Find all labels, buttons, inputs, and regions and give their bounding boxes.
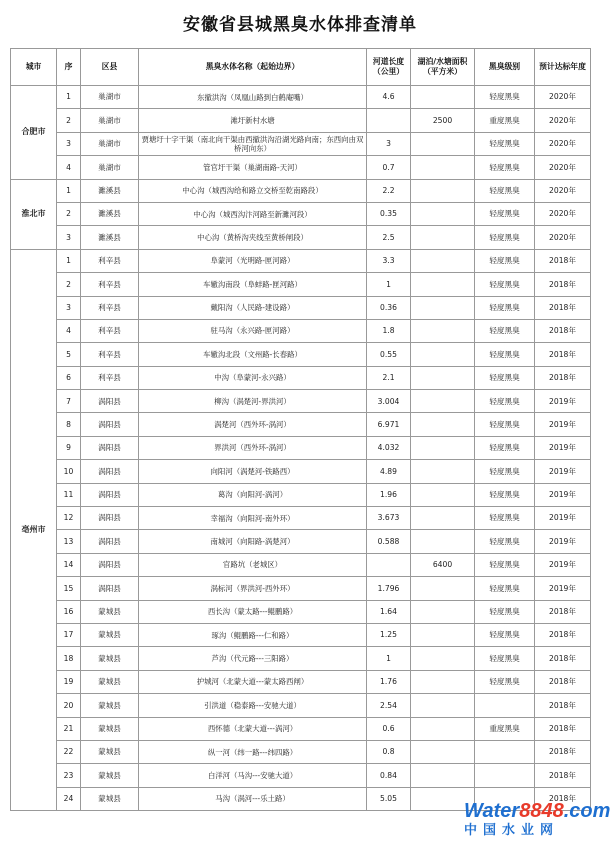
district-cell: 蒙城县 [81, 740, 139, 763]
length-cell: 5.05 [367, 787, 411, 810]
district-cell: 涡阳县 [81, 507, 139, 530]
year-cell: 2020年 [535, 156, 591, 179]
district-cell: 巢湖市 [81, 132, 139, 155]
level-cell: 轻度黑臭 [475, 553, 535, 576]
area-cell [411, 86, 475, 109]
seq-cell: 1 [57, 249, 81, 272]
table-row [11, 553, 591, 576]
name-cell: 南城河（向阳路-涡楚河） [139, 530, 367, 553]
seq-cell: 2 [57, 202, 81, 225]
level-cell: 轻度黑臭 [475, 507, 535, 530]
table-row [11, 577, 591, 600]
area-cell [411, 483, 475, 506]
district-cell: 蒙城县 [81, 600, 139, 623]
length-cell: 0.588 [367, 530, 411, 553]
district-cell: 濉溪县 [81, 179, 139, 202]
header-length: 河道长度（公里） [367, 49, 411, 86]
name-cell: 贾塘圩十字干渠（南北向干渠由西撤洪沟沿湖光路向南；东西向由双桥河向东） [139, 132, 367, 155]
area-cell [411, 202, 475, 225]
seq-cell: 9 [57, 436, 81, 459]
table-row [11, 366, 591, 389]
level-cell: 轻度黑臭 [475, 366, 535, 389]
table-row [11, 483, 591, 506]
year-cell: 2019年 [535, 507, 591, 530]
district-cell: 涡阳县 [81, 483, 139, 506]
seq-cell: 17 [57, 623, 81, 646]
year-cell: 2020年 [535, 86, 591, 109]
table-row [11, 530, 591, 553]
name-cell: 芦沟（代元路---三阳路） [139, 647, 367, 670]
table-row [11, 202, 591, 225]
level-cell [475, 740, 535, 763]
length-cell: 1.796 [367, 577, 411, 600]
district-cell: 涡阳县 [81, 553, 139, 576]
table-body [11, 86, 591, 811]
header-level: 黑臭级别 [475, 49, 535, 86]
year-cell: 2018年 [535, 366, 591, 389]
name-cell: 白洋河（马沟---安驰大道） [139, 764, 367, 787]
level-cell: 轻度黑臭 [475, 460, 535, 483]
level-cell: 轻度黑臭 [475, 647, 535, 670]
district-cell: 利辛县 [81, 296, 139, 319]
table-row [11, 249, 591, 272]
area-cell: 6400 [411, 553, 475, 576]
seq-cell: 24 [57, 787, 81, 810]
district-cell: 蒙城县 [81, 787, 139, 810]
seq-cell: 11 [57, 483, 81, 506]
district-cell: 蒙城县 [81, 694, 139, 717]
name-cell: 中沟（阜蒙河-永兴路） [139, 366, 367, 389]
seq-cell: 2 [57, 273, 81, 296]
year-cell: 2018年 [535, 600, 591, 623]
length-cell: 3.3 [367, 249, 411, 272]
header-year: 预计达标年度 [535, 49, 591, 86]
year-cell: 2020年 [535, 226, 591, 249]
length-cell: 2.5 [367, 226, 411, 249]
seq-cell: 15 [57, 577, 81, 600]
city-cell: 合肥市 [11, 86, 57, 180]
year-cell: 2019年 [535, 460, 591, 483]
length-cell [367, 553, 411, 576]
district-cell: 濉溪县 [81, 226, 139, 249]
area-cell [411, 366, 475, 389]
district-cell: 涡阳县 [81, 460, 139, 483]
area-cell [411, 717, 475, 740]
area-cell [411, 436, 475, 459]
table-row [11, 343, 591, 366]
length-cell: 0.35 [367, 202, 411, 225]
page-title: 安徽省县城黑臭水体排查清单 [183, 15, 417, 35]
seq-cell: 20 [57, 694, 81, 717]
length-cell: 4.89 [367, 460, 411, 483]
area-cell [411, 507, 475, 530]
length-cell: 4.032 [367, 436, 411, 459]
watermark-suffix: .com [563, 800, 610, 822]
year-cell: 2020年 [535, 109, 591, 132]
table-row [11, 717, 591, 740]
length-cell: 4.6 [367, 86, 411, 109]
seq-cell: 1 [57, 179, 81, 202]
district-cell: 利辛县 [81, 249, 139, 272]
length-cell: 1.76 [367, 670, 411, 693]
district-cell: 利辛县 [81, 273, 139, 296]
watermark-number: 8848 [519, 800, 564, 822]
year-cell: 2020年 [535, 132, 591, 155]
name-cell: 引洪道（稳泰路---安驰大道） [139, 694, 367, 717]
level-cell: 轻度黑臭 [475, 249, 535, 272]
length-cell: 1 [367, 647, 411, 670]
city-cell: 淮北市 [11, 179, 57, 249]
table-row [11, 132, 591, 155]
name-cell: 幸福沟（向阳河-南外环） [139, 507, 367, 530]
length-cell: 3.673 [367, 507, 411, 530]
level-cell [475, 764, 535, 787]
table-row [11, 647, 591, 670]
district-cell: 涡阳县 [81, 413, 139, 436]
area-cell [411, 460, 475, 483]
table-row [11, 390, 591, 413]
length-cell: 0.7 [367, 156, 411, 179]
level-cell: 轻度黑臭 [475, 343, 535, 366]
district-cell: 蒙城县 [81, 717, 139, 740]
name-cell: 官路坑（老城区） [139, 553, 367, 576]
length-cell: 3 [367, 132, 411, 155]
district-cell: 濉溪县 [81, 202, 139, 225]
year-cell: 2020年 [535, 179, 591, 202]
area-cell [411, 226, 475, 249]
watermark-logo [464, 800, 610, 846]
area-cell [411, 740, 475, 763]
area-cell [411, 179, 475, 202]
year-cell: 2018年 [535, 343, 591, 366]
area-cell [411, 577, 475, 600]
seq-cell: 13 [57, 530, 81, 553]
year-cell: 2018年 [535, 319, 591, 342]
area-cell [411, 530, 475, 553]
seq-cell: 3 [57, 226, 81, 249]
table-row [11, 764, 591, 787]
header-seq: 序 [57, 49, 81, 86]
name-cell: 阜蒙河（光明路-匣河路） [139, 249, 367, 272]
table-row [11, 319, 591, 342]
year-cell: 2018年 [535, 249, 591, 272]
area-cell [411, 249, 475, 272]
name-cell: 马沟（涡河---乐土路） [139, 787, 367, 810]
year-cell: 2018年 [535, 670, 591, 693]
year-cell: 2018年 [535, 740, 591, 763]
level-cell [475, 694, 535, 717]
level-cell: 重度黑臭 [475, 109, 535, 132]
length-cell: 1.64 [367, 600, 411, 623]
area-cell [411, 694, 475, 717]
name-cell: 滩圩新村水塘 [139, 109, 367, 132]
year-cell: 2018年 [535, 717, 591, 740]
district-cell: 涡阳县 [81, 390, 139, 413]
name-cell: 车辙沟南段（阜蚌路-匣河路） [139, 273, 367, 296]
seq-cell: 16 [57, 600, 81, 623]
year-cell: 2019年 [535, 390, 591, 413]
table-row [11, 600, 591, 623]
area-cell [411, 623, 475, 646]
length-cell: 0.8 [367, 740, 411, 763]
district-cell: 利辛县 [81, 366, 139, 389]
level-cell: 重度黑臭 [475, 717, 535, 740]
year-cell: 2018年 [535, 647, 591, 670]
name-cell: 东撤洪沟（凤凰山路到白鹤庵嘴） [139, 86, 367, 109]
area-cell [411, 413, 475, 436]
table-row [11, 740, 591, 763]
table-row [11, 273, 591, 296]
name-cell: 葛沟（向阳河-涡河） [139, 483, 367, 506]
seq-cell: 3 [57, 132, 81, 155]
seq-cell: 23 [57, 764, 81, 787]
year-cell: 2018年 [535, 623, 591, 646]
year-cell: 2018年 [535, 296, 591, 319]
area-cell [411, 600, 475, 623]
area-cell [411, 296, 475, 319]
district-cell: 巢湖市 [81, 156, 139, 179]
length-cell: 2.2 [367, 179, 411, 202]
name-cell: 涡楚河（西外环-涡河） [139, 413, 367, 436]
seq-cell: 4 [57, 156, 81, 179]
length-cell: 1.25 [367, 623, 411, 646]
seq-cell: 6 [57, 366, 81, 389]
watermark-brand: Water [464, 800, 520, 822]
table-row [11, 623, 591, 646]
year-cell: 2019年 [535, 483, 591, 506]
area-cell [411, 670, 475, 693]
level-cell: 轻度黑臭 [475, 600, 535, 623]
level-cell: 轻度黑臭 [475, 202, 535, 225]
name-cell: 纵一河（纬一路---纬四路） [139, 740, 367, 763]
year-cell: 2018年 [535, 273, 591, 296]
level-cell: 轻度黑臭 [475, 413, 535, 436]
seq-cell: 8 [57, 413, 81, 436]
name-cell: 中心沟（黄桥沟夹线至黄桥闸段） [139, 226, 367, 249]
year-cell: 2019年 [535, 553, 591, 576]
area-cell [411, 319, 475, 342]
length-cell: 0.84 [367, 764, 411, 787]
length-cell: 0.55 [367, 343, 411, 366]
level-cell: 轻度黑臭 [475, 530, 535, 553]
area-cell: 2500 [411, 109, 475, 132]
name-cell: 管官圩干渠（巢湖南路-天河） [139, 156, 367, 179]
name-cell: 琢沟（鲲鹏路---仁和路） [139, 623, 367, 646]
header-area: 湖泊/水塘面积（平方米） [411, 49, 475, 86]
level-cell: 轻度黑臭 [475, 296, 535, 319]
year-cell: 2018年 [535, 787, 591, 810]
area-cell [411, 132, 475, 155]
district-cell: 利辛县 [81, 343, 139, 366]
length-cell: 3.004 [367, 390, 411, 413]
district-cell: 涡阳县 [81, 577, 139, 600]
seq-cell: 7 [57, 390, 81, 413]
table-row [11, 226, 591, 249]
name-cell: 西长沟（蒙太路---鲲鹏路） [139, 600, 367, 623]
name-cell: 车辙沟北段（文州路-长春路） [139, 343, 367, 366]
table-row [11, 460, 591, 483]
level-cell: 轻度黑臭 [475, 226, 535, 249]
level-cell: 轻度黑臭 [475, 179, 535, 202]
length-cell [367, 109, 411, 132]
name-cell: 柳沟（涡楚河-界洪河） [139, 390, 367, 413]
level-cell: 轻度黑臭 [475, 483, 535, 506]
length-cell: 6.971 [367, 413, 411, 436]
area-cell [411, 273, 475, 296]
header-row [11, 49, 591, 86]
name-cell: 护城河（北蒙大道---蒙太路西闸） [139, 670, 367, 693]
length-cell: 2.1 [367, 366, 411, 389]
name-cell: 涡标河（界洪河-西外环） [139, 577, 367, 600]
name-cell: 驻马沟（永兴路-匣河路） [139, 319, 367, 342]
length-cell: 2.54 [367, 694, 411, 717]
length-cell: 1 [367, 273, 411, 296]
district-cell: 巢湖市 [81, 109, 139, 132]
level-cell: 轻度黑臭 [475, 577, 535, 600]
seq-cell: 5 [57, 343, 81, 366]
level-cell: 轻度黑臭 [475, 273, 535, 296]
seq-cell: 2 [57, 109, 81, 132]
table-row [11, 86, 591, 109]
header-name: 黑臭水体名称（起始边界） [139, 49, 367, 86]
seq-cell: 4 [57, 319, 81, 342]
length-cell: 0.6 [367, 717, 411, 740]
level-cell: 轻度黑臭 [475, 670, 535, 693]
district-cell: 蒙城县 [81, 623, 139, 646]
table-row [11, 694, 591, 717]
table-row [11, 670, 591, 693]
district-cell: 涡阳县 [81, 436, 139, 459]
level-cell: 轻度黑臭 [475, 390, 535, 413]
level-cell: 轻度黑臭 [475, 86, 535, 109]
table-row [11, 109, 591, 132]
area-cell [411, 390, 475, 413]
name-cell: 界洪河（西外环-涡河） [139, 436, 367, 459]
city-cell: 亳州市 [11, 249, 57, 810]
year-cell: 2020年 [535, 202, 591, 225]
level-cell: 轻度黑臭 [475, 156, 535, 179]
level-cell: 轻度黑臭 [475, 319, 535, 342]
year-cell: 2018年 [535, 694, 591, 717]
length-cell: 1.96 [367, 483, 411, 506]
seq-cell: 3 [57, 296, 81, 319]
year-cell: 2019年 [535, 413, 591, 436]
seq-cell: 1 [57, 86, 81, 109]
table-row [11, 507, 591, 530]
seq-cell: 14 [57, 553, 81, 576]
district-cell: 蒙城县 [81, 764, 139, 787]
level-cell: 轻度黑臭 [475, 623, 535, 646]
district-cell: 蒙城县 [81, 670, 139, 693]
header-city: 城市 [11, 49, 57, 86]
seq-cell: 12 [57, 507, 81, 530]
length-cell: 1.8 [367, 319, 411, 342]
seq-cell: 10 [57, 460, 81, 483]
table-row [11, 296, 591, 319]
name-cell: 中心沟（城西沟汴河路至新濉河段） [139, 202, 367, 225]
header-district: 区县 [81, 49, 139, 86]
name-cell: 西怀德（北蒙大道---涡河） [139, 717, 367, 740]
seq-cell: 21 [57, 717, 81, 740]
area-cell [411, 647, 475, 670]
district-cell: 巢湖市 [81, 86, 139, 109]
name-cell: 向阳河（涡楚河-铁路西） [139, 460, 367, 483]
area-cell [411, 343, 475, 366]
year-cell: 2019年 [535, 530, 591, 553]
seq-cell: 18 [57, 647, 81, 670]
level-cell: 轻度黑臭 [475, 132, 535, 155]
name-cell: 戴阳沟（人民路-建设路） [139, 296, 367, 319]
area-cell [411, 764, 475, 787]
seq-cell: 22 [57, 740, 81, 763]
year-cell: 2019年 [535, 577, 591, 600]
district-cell: 蒙城县 [81, 647, 139, 670]
watermark-cn: 中国水业网 [464, 823, 560, 838]
district-cell: 涡阳县 [81, 530, 139, 553]
year-cell: 2018年 [535, 764, 591, 787]
seq-cell: 19 [57, 670, 81, 693]
name-cell: 中心沟（城西沟给和路立交桥至乾南路段） [139, 179, 367, 202]
district-cell: 利辛县 [81, 319, 139, 342]
table-row [11, 179, 591, 202]
year-cell: 2019年 [535, 436, 591, 459]
level-cell: 轻度黑臭 [475, 436, 535, 459]
length-cell: 0.36 [367, 296, 411, 319]
blacksmelly-water-table [10, 48, 591, 811]
table-row [11, 156, 591, 179]
table-row [11, 436, 591, 459]
area-cell [411, 156, 475, 179]
table-row [11, 413, 591, 436]
